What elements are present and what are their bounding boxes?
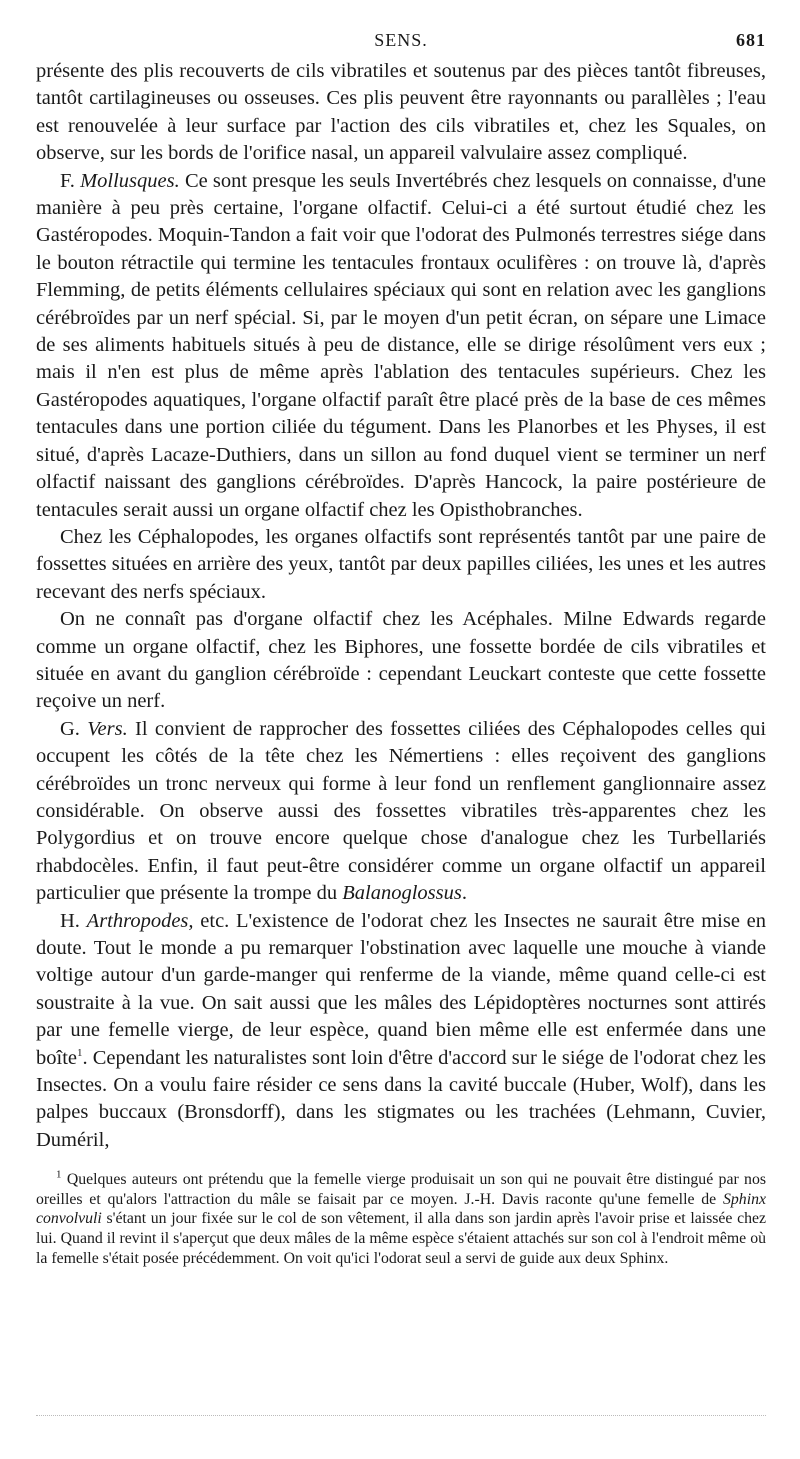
- paragraph-text: Chez les Céphalopodes, les organes olfactifs sont représentés tantôt par une paire de fossettes situées en arrière des yeux, tantôt par deux papilles ciliées, les unes et les autres recevant des nerfs spéciaux.: [36, 525, 766, 603]
- running-head: [36, 30, 766, 58]
- page-number: 681: [736, 30, 766, 50]
- footnotes: [36, 1170, 766, 1268]
- body-text: [36, 58, 766, 1154]
- section-letter: G.: [60, 717, 80, 740]
- footnote-text: Quelques auteurs ont prétendu que la femelle vierge produisait un son qui ne pouvait être distingué par nos oreilles et qu'alors l'attraction du mâle se faisait par ce moyen. J.-H. Davis raconte qu'une femelle de: [36, 1171, 766, 1208]
- section-vers: [36, 716, 766, 908]
- paragraph-text: On ne connaît pas d'organe olfactif chez les Acéphales. Milne Edwards regarde comme un organe olfactif, chez les Biphores, une fossette bordée de cils vibratiles et située en avant du ganglion cérébroïde : cependant Leuckart conteste que cette fossette reçoive un nerf.: [36, 608, 766, 713]
- section-mollusques: [36, 168, 766, 524]
- section-title: Arthropodes,: [86, 909, 194, 932]
- species-name: Sphinx convolvuli: [36, 1190, 766, 1228]
- paragraph-end: .: [461, 882, 467, 905]
- paragraph-continuation: [36, 58, 766, 168]
- footnote-text: s'étant un jour fixée sur le col de son vêtement, il alla dans son jardin après l'avoir prise et laissée chez lui. Quand il revint il s'aperçut que deux mâles de la même espèce s'étaient attachés sur son col à l'endroit même où la femelle s'était posée précédemment. On voit qu'ici l'odorat seul a servi de guide aux deux Sphinx.: [36, 1210, 766, 1267]
- paragraph-text: présente des plis recouverts de cils vibratiles et soutenus par des pièces tantôt fibreuses, tantôt cartilagineuses ou osseuses. Ces plis peuvent être rayonnants ou parallèles ; l'eau est renouvelée à leur surface par l'action des cils vibratiles et, chez les Squales, on observe, sur les bords de l'orifice nasal, un appareil valvulaire assez compliqué.: [36, 60, 766, 165]
- section-arthropodes: [36, 908, 766, 1155]
- footnote: [36, 1170, 766, 1268]
- footnote-reference: 1: [77, 1046, 83, 1059]
- bottom-rule: [36, 1415, 766, 1416]
- genus-name: Balanoglossus: [342, 882, 462, 905]
- section-title: Mollusques.: [80, 169, 180, 192]
- section-title: Vers.: [87, 717, 128, 740]
- paragraph-text: etc. L'existence de l'odorat chez les Insectes ne saurait être mise en doute. Tout le monde a pu remarquer l'obstination avec laquelle une mouche à viande voltige autour d'un garde-manger qui renferme de la viande, même quand celle-ci est soustraite à la vue. On sait aussi que les mâles des Lépidoptères nocturnes sont attirés par une femelle vierge, de leur espèce, quand bien même elle est enfermée dans une boîte: [36, 909, 767, 1069]
- page: [36, 30, 766, 1268]
- section-letter: H.: [60, 909, 80, 932]
- paragraph-text: . Cependant les naturalistes sont loin d'être d'accord sur le siége de l'odorat chez les Insectes. On a voulu faire résider ce sens dans la cavité buccale (Huber, Wolf), dans les palpes buccaux (Bronsdorff), dans les stigmates ou les trachées (Lehmann, Cuvier, Duméril,: [36, 1046, 766, 1151]
- paragraph-text: Ce sont presque les seuls Invertébrés chez lesquels on connaisse, d'une manière à peu près certaine, l'organe olfactif. Celui-ci a été surtout étudié chez les Gastéropodes. Moquin-Tandon a fait voir que l'odorat des Pulmonés terrestres siége dans le bouton rétractile qui termine les tentacules frontaux oculifères : on trouve là, d'après Flemming, de petits éléments cellulaires spéciaux qui sont en relation avec les ganglions cérébroïdes par un nerf spécial. Si, par le moyen d'un petit écran, on sépare une Limace de ses aliments habituels situés à peu de distance, elle se dirige résolûment vers eux ; mais il n'en est plus de même après l'ablation des tentacules supérieurs. Chez les Gastéropodes aquatiques, l'organe olfactif paraît être placé près de la base de ces mêmes tentacules dans une portion ciliée du tégument. Dans les Planorbes et les Physes, il est situé, d'après Lacaze-Duthiers, dans un sillon au fond duquel vient se terminer un nerf olfactif naissant des ganglions cérébroïdes. D'après Hancock, la paire postérieure de tentacules serait aussi un organe olfactif chez les Opisthobranches.: [36, 169, 767, 521]
- section-letter: F.: [60, 169, 75, 192]
- footnote-marker: 1: [56, 1168, 62, 1181]
- paragraph-cephalopodes: [36, 524, 766, 606]
- paragraph-acephales: [36, 606, 766, 716]
- paragraph-text: Il convient de rapprocher des fossettes ciliées des Céphalopodes celles qui occupent les côtés de la tête chez les Némertiens : elles reçoivent des ganglions cérébroïdes un tronc nerveux qui forme à leur fond un renflement ganglionnaire assez considérable. On observe aussi des fossettes vibratiles très-apparentes chez les Polygordius et on trouve encore quelque chose d'analogue chez les Turbellariés rhabdocèles. Enfin, il faut peut-être considérer comme un organe olfactif un appareil particulier que présente la trompe du: [36, 717, 767, 905]
- running-title: SENS.: [374, 30, 428, 50]
